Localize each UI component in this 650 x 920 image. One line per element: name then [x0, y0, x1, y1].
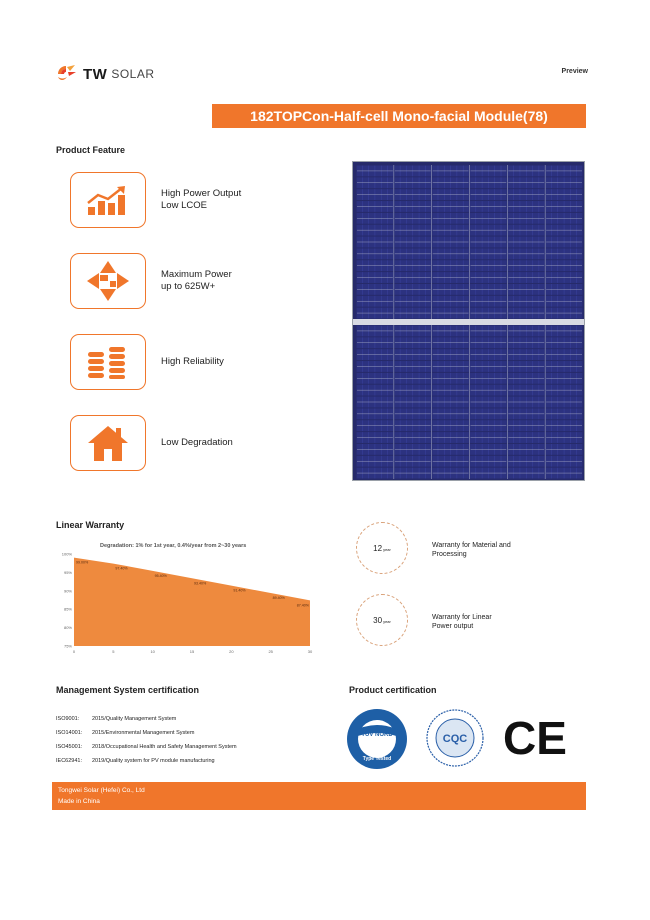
ce-mark — [500, 712, 570, 762]
data-label: 99.00% — [76, 560, 89, 565]
feature-item-degradation — [70, 415, 330, 471]
degradation-chart — [56, 538, 318, 660]
feature-line: up to 625W+ — [161, 281, 216, 292]
house-icon — [85, 423, 131, 463]
warranty-years: 12 — [373, 543, 383, 553]
preview-label: Preview — [561, 68, 588, 75]
cert-text: 2015/Environmental Management System — [92, 730, 195, 736]
feature-item-reliability — [70, 334, 330, 390]
product-cert-heading: Product certification — [349, 685, 437, 695]
feature-text — [161, 437, 233, 449]
tuv-tested: Type Tested — [362, 756, 392, 762]
tuv-nord-badge — [344, 708, 410, 770]
x-tick-label: 30 — [307, 649, 313, 654]
data-label: 97.40% — [115, 566, 128, 571]
cert-code: ISO45001: — [56, 744, 83, 750]
solar-module-image — [352, 161, 585, 481]
warranty-years: 30 — [373, 615, 383, 625]
footer-bar — [52, 782, 586, 810]
warranty-item-power-output — [356, 594, 586, 650]
data-label: 93.40% — [194, 581, 207, 586]
solar-cells-grid — [353, 162, 585, 481]
y-tick-label: 90% — [63, 588, 72, 594]
warranty-unit: year — [383, 547, 391, 552]
warranty-line: Warranty for Material and — [432, 542, 511, 549]
warranty-line: Processing — [432, 551, 467, 558]
tuv-name: TÜV NORD — [361, 732, 393, 738]
x-tick-label: 0 — [72, 649, 76, 654]
footer-company: Tongwei Solar (Hefei) Co., Ltd — [58, 787, 145, 794]
list-item — [56, 726, 237, 740]
product-title: 182TOPCon-Half-cell Mono-facial Module(78) — [250, 108, 548, 124]
warranty-years-badge — [356, 594, 408, 646]
ce-text: CE — [503, 712, 567, 762]
logo-solar-text: SOLAR — [111, 67, 155, 81]
feature-icon-box — [70, 334, 146, 390]
warranty-item-material — [356, 522, 586, 578]
feature-line: Low Degradation — [161, 437, 233, 448]
feature-text — [161, 269, 232, 293]
feature-item-power-output — [70, 172, 330, 228]
list-item — [56, 740, 237, 754]
panel-center-gap — [353, 319, 585, 325]
product-feature-heading: Product Feature — [56, 145, 126, 155]
feature-item-maximum-power — [70, 253, 330, 309]
y-tick-label: 85% — [63, 606, 72, 612]
y-tick-label: 75% — [63, 643, 72, 649]
product-title-banner — [212, 104, 586, 128]
warranty-line: Warranty for Linear — [432, 614, 492, 621]
feature-line: Maximum Power — [161, 269, 232, 280]
management-cert-heading: Management System certification — [56, 685, 200, 695]
warranty-unit: year — [383, 619, 391, 624]
data-label: 91.40% — [233, 588, 246, 593]
y-tick-label: 95% — [63, 569, 72, 575]
warranty-text — [432, 613, 492, 631]
feature-line: Low LCOE — [161, 200, 207, 211]
chart-title: Degradation: 1% for 1st year, 0.4%/year from 2~30 years — [100, 543, 247, 549]
x-tick-label: 15 — [189, 649, 195, 654]
linear-warranty-heading: Linear Warranty — [56, 520, 125, 530]
feature-text — [161, 356, 224, 368]
x-tick-label: 20 — [229, 649, 234, 654]
y-tick-label: 80% — [63, 625, 72, 631]
feature-icon-box — [70, 172, 146, 228]
sun-logo-icon — [55, 63, 77, 85]
list-item — [56, 754, 237, 768]
list-item — [56, 712, 237, 726]
cqc-name: CQC — [442, 733, 468, 745]
data-label: 89.40% — [272, 596, 285, 601]
warranty-line: Power output — [432, 623, 474, 630]
warranty-text — [432, 541, 511, 559]
management-cert-list — [56, 712, 237, 768]
data-label: 95.40% — [154, 573, 167, 578]
cqc-badge — [425, 708, 485, 768]
feature-icon-box — [70, 253, 146, 309]
cert-code: IEC62941: — [56, 758, 82, 764]
x-tick-label: 10 — [150, 649, 155, 654]
company-logo — [55, 62, 155, 86]
cert-code: ISO9001: — [56, 716, 80, 722]
cert-text: 2018/Occupational Health and Safety Management System — [92, 744, 237, 750]
x-tick-label: 25 — [268, 649, 273, 654]
data-label: 87.40% — [296, 603, 309, 608]
logo-tw-text: TW — [83, 65, 108, 83]
coin-stack-icon — [85, 344, 131, 380]
cert-text: 2019/Quality system for PV module manufacturing — [92, 758, 215, 764]
warranty-years-badge — [356, 522, 408, 574]
footer-made-in: Made in China — [58, 798, 100, 805]
feature-line: High Power Output — [161, 188, 242, 199]
y-tick-label: 100% — [61, 551, 72, 557]
feature-text — [161, 188, 241, 212]
feature-line: High Reliability — [161, 356, 224, 367]
feature-icon-box — [70, 415, 146, 471]
cert-text: 2015/Quality Management System — [92, 716, 177, 722]
diamond-arrows-icon — [85, 259, 131, 303]
bar-growth-icon — [84, 183, 132, 217]
x-tick-label: 5 — [112, 649, 115, 654]
cert-code: ISO14001: — [56, 730, 83, 736]
